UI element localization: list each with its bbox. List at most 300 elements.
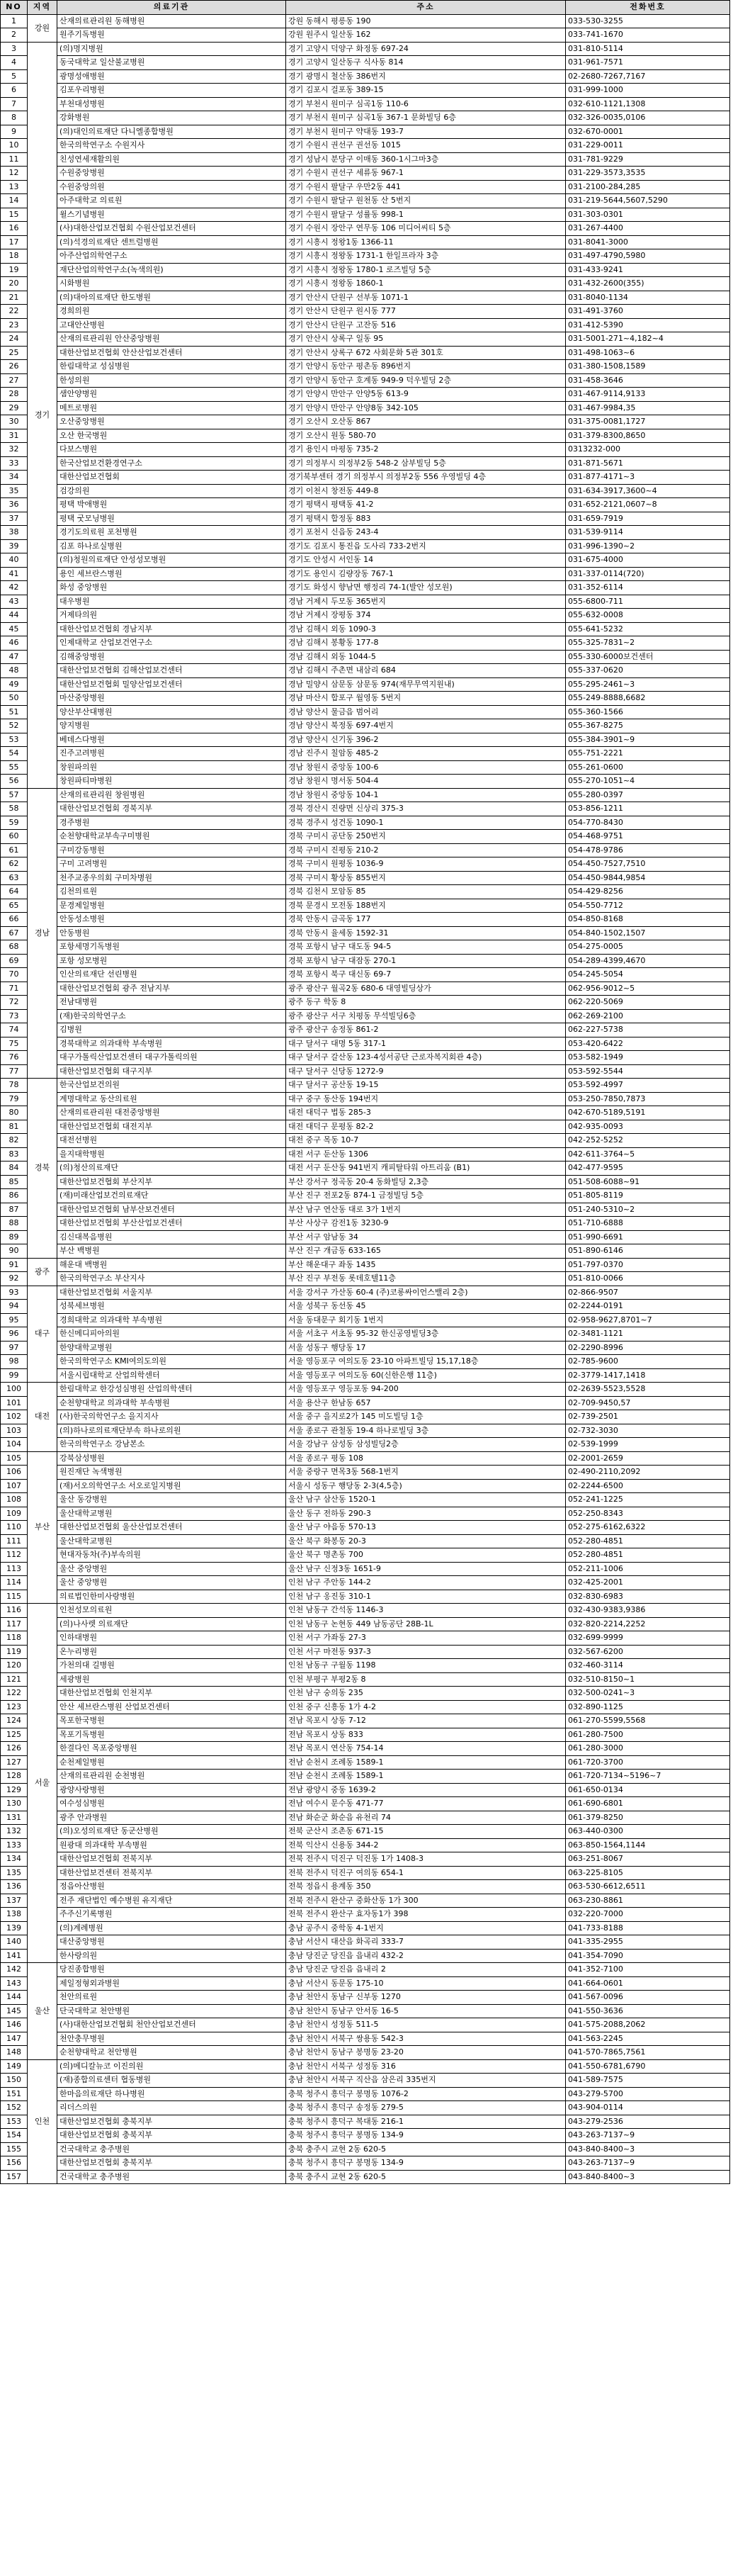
address-cell: 경남 양산시 신기동 396-2 xyxy=(286,733,566,747)
phone-cell: 031-675-4000 xyxy=(566,553,730,568)
phone-cell: 051-797-0370 xyxy=(566,1258,730,1272)
row-number: 123 xyxy=(1,1700,28,1714)
row-number: 68 xyxy=(1,940,28,955)
row-number: 7 xyxy=(1,97,28,111)
institution-cell: (의)석경의료재단 센트럴병원 xyxy=(57,235,286,249)
address-cell: 경기 안양시 만안구 안양8동 342-105 xyxy=(286,401,566,415)
table-row xyxy=(1,443,730,457)
institution-cell: 김포 하나로실병원 xyxy=(57,539,286,553)
institution-cell: (재)서오의학연구소 서오로일지병원 xyxy=(57,1479,286,1493)
row-number: 15 xyxy=(1,208,28,222)
institution-cell: 대한산업보건협회 xyxy=(57,471,286,485)
institution-cell: 재단산업의학연구소(녹색의원) xyxy=(57,263,286,277)
row-number: 115 xyxy=(1,1590,28,1604)
row-number: 44 xyxy=(1,609,28,623)
region-cell: 강원 xyxy=(28,14,57,42)
address-cell: 울산 북구 화봉동 20-3 xyxy=(286,1534,566,1548)
table-row xyxy=(1,1451,730,1466)
phone-cell: 055-261-0600 xyxy=(566,760,730,775)
institution-cell: 울산 중앙병원 xyxy=(57,1562,286,1576)
phone-cell: 055-330-6000보건센터 xyxy=(566,650,730,664)
institution-cell: 다보스병원 xyxy=(57,443,286,457)
phone-cell: 02-2244-0191 xyxy=(566,1300,730,1314)
row-number: 106 xyxy=(1,1466,28,1480)
row-number: 71 xyxy=(1,982,28,996)
region-cell: 경북 xyxy=(28,1079,57,1259)
table-row xyxy=(1,1631,730,1646)
table-row xyxy=(1,194,730,208)
row-number: 134 xyxy=(1,1852,28,1867)
institution-cell: 한사랑의원 xyxy=(57,1949,286,1963)
institution-cell: 의료법인한미사랑병원 xyxy=(57,1590,286,1604)
phone-cell: 062-227-5738 xyxy=(566,1023,730,1037)
table-row xyxy=(1,664,730,678)
phone-cell: 043-263-7137~9 xyxy=(566,2156,730,2171)
institution-cell: 대한산업보건협회 대구지부 xyxy=(57,1064,286,1079)
address-cell: 충남 당진군 당진읍 읍내리 2 xyxy=(286,1963,566,1977)
institution-cell: 거제타의원 xyxy=(57,609,286,623)
institution-cell: 시화병원 xyxy=(57,277,286,291)
table-row xyxy=(1,1991,730,2005)
row-number: 112 xyxy=(1,1548,28,1563)
table-row xyxy=(1,1479,730,1493)
address-cell: 인천 남구 주안동 144-2 xyxy=(286,1576,566,1590)
phone-cell: 032-830-6983 xyxy=(566,1590,730,1604)
phone-cell: 031-380-1508,1589 xyxy=(566,360,730,374)
phone-cell: 054-275-0005 xyxy=(566,940,730,955)
institution-cell: 천주교종우의회 구미차병원 xyxy=(57,871,286,885)
table-row xyxy=(1,609,730,623)
header-institution: 의료기관 xyxy=(57,1,286,15)
address-cell: 전남 목포시 상동 833 xyxy=(286,1728,566,1742)
table-row xyxy=(1,111,730,125)
institution-cell: 평택 굿모닝병원 xyxy=(57,512,286,526)
phone-cell: 031-432-2600(355) xyxy=(566,277,730,291)
phone-cell: 031-303-0301 xyxy=(566,208,730,222)
address-cell: 인천 중구 신흥동 1가 4-2 xyxy=(286,1700,566,1714)
address-cell: 경기 이천시 창전동 449-8 xyxy=(286,484,566,498)
phone-cell: 041-589-7575 xyxy=(566,2074,730,2088)
phone-cell: 041-563-2245 xyxy=(566,2032,730,2046)
phone-cell: 031-999-1000 xyxy=(566,84,730,98)
phone-cell: 043-263-7137~9 xyxy=(566,2129,730,2143)
table-row xyxy=(1,1383,730,1397)
phone-cell: 042-477-9595 xyxy=(566,1162,730,1176)
institution-cell: 가천의대 길병원 xyxy=(57,1659,286,1673)
row-number: 127 xyxy=(1,1755,28,1770)
address-cell: 충남 공주시 중학동 4-1번지 xyxy=(286,1921,566,1935)
address-cell: 광주 광산구 송정동 861-2 xyxy=(286,1023,566,1037)
row-number: 45 xyxy=(1,622,28,636)
phone-cell: 051-240-5310~2 xyxy=(566,1203,730,1217)
row-number: 46 xyxy=(1,636,28,651)
row-number: 49 xyxy=(1,677,28,692)
institution-cell: 대한산업보건협회 안산산업보건센터 xyxy=(57,346,286,360)
phone-cell: 055-751-2221 xyxy=(566,747,730,761)
address-cell: 경북 경주시 성건동 1090-1 xyxy=(286,816,566,830)
institution-cell: 광명성애병원 xyxy=(57,69,286,84)
phone-cell: 054-245-5054 xyxy=(566,968,730,982)
row-number: 77 xyxy=(1,1064,28,1079)
institution-cell: 제일정형외과병원 xyxy=(57,1976,286,1991)
institution-cell: 창원파의원 xyxy=(57,760,286,775)
institution-cell: 김병원 xyxy=(57,1023,286,1037)
table-row xyxy=(1,760,730,775)
phone-cell: 055-632-0008 xyxy=(566,609,730,623)
address-cell: 경남 창원시 중앙동 104-1 xyxy=(286,788,566,802)
row-number: 119 xyxy=(1,1645,28,1659)
row-number: 3 xyxy=(1,42,28,56)
phone-cell: 063-440-0300 xyxy=(566,1825,730,1839)
table-row xyxy=(1,1272,730,1286)
phone-cell: 031-497-4790,5980 xyxy=(566,249,730,264)
phone-cell: 033-530-3255 xyxy=(566,14,730,28)
institution-cell: 천안충무병원 xyxy=(57,2032,286,2046)
table-row xyxy=(1,1493,730,1507)
table-row xyxy=(1,1700,730,1714)
row-number: 136 xyxy=(1,1880,28,1894)
address-cell: 경북 김천시 모암동 85 xyxy=(286,885,566,899)
address-cell: 경기 성남시 분당구 이매동 360-1시그마3층 xyxy=(286,152,566,167)
address-cell: 서울 영등포구 영등포동 94-200 xyxy=(286,1383,566,1397)
address-cell: 경기 안양시 동안구 호계동 949-9 덕우빌딩 2층 xyxy=(286,373,566,388)
row-number: 99 xyxy=(1,1368,28,1383)
address-cell: 대전 대덕구 문평동 82-2 xyxy=(286,1120,566,1134)
address-cell: 경기 오산시 오산동 867 xyxy=(286,415,566,429)
phone-cell: 055-337-0620 xyxy=(566,664,730,678)
institution-cell: 양산부산대병원 xyxy=(57,705,286,719)
institution-cell: 부천대성병원 xyxy=(57,97,286,111)
address-cell: 전북 전주시 덕진구 덕진동 1가 1408-3 xyxy=(286,1852,566,1867)
row-number: 154 xyxy=(1,2129,28,2143)
institution-cell: (의)나사렛 의료재단 xyxy=(57,1617,286,1631)
table-row xyxy=(1,2059,730,2074)
row-number: 113 xyxy=(1,1562,28,1576)
row-number: 117 xyxy=(1,1617,28,1631)
address-cell: 경기도 안성시 서인동 14 xyxy=(286,553,566,568)
institution-cell: 대한산업보건센터 전북지부 xyxy=(57,1866,286,1880)
phone-cell: 031-871-5671 xyxy=(566,456,730,471)
address-cell: 경기 부천시 원미구 약대동 193-7 xyxy=(286,125,566,139)
row-number: 116 xyxy=(1,1604,28,1618)
address-cell: 전북 전주시 완산구 중화산동 1가 300 xyxy=(286,1894,566,1908)
phone-cell: 02-785-9600 xyxy=(566,1355,730,1369)
institution-cell: 한마음의료재단 하나병원 xyxy=(57,2087,286,2101)
address-cell: 충남 천안시 서북구 직산읍 삼은리 335번지 xyxy=(286,2074,566,2088)
institution-cell: (재)한국의학연구소 xyxy=(57,1009,286,1023)
phone-cell: 052-280-4851 xyxy=(566,1534,730,1548)
table-row xyxy=(1,802,730,816)
table-row xyxy=(1,84,730,98)
address-cell: 서울 중랑구 면목3동 568-1번지 xyxy=(286,1466,566,1480)
address-cell: 서울 용산구 한남동 657 xyxy=(286,1396,566,1410)
table-row xyxy=(1,14,730,28)
phone-cell: 032-326-0035,0106 xyxy=(566,111,730,125)
phone-cell: 031-961-7571 xyxy=(566,56,730,70)
institution-cell: 김포우리병원 xyxy=(57,84,286,98)
row-number: 104 xyxy=(1,1438,28,1452)
phone-cell: 055-270-1051~4 xyxy=(566,775,730,789)
phone-cell: 061-280-7500 xyxy=(566,1728,730,1742)
institution-cell: 대한산업보건협회 부산산업보건센터 xyxy=(57,1217,286,1231)
address-cell: 경북 포항시 남구 대잠동 270-1 xyxy=(286,954,566,968)
address-cell: 경남 진주시 칠암동 485-2 xyxy=(286,747,566,761)
institution-cell: 목포한국병원 xyxy=(57,1714,286,1728)
phone-cell: 041-567-0096 xyxy=(566,1991,730,2005)
table-row xyxy=(1,747,730,761)
address-cell: 경기 수원시 팔달구 우만2동 441 xyxy=(286,180,566,194)
phone-cell: 042-611-3764~5 xyxy=(566,1147,730,1162)
institution-cell: 김신대복음병원 xyxy=(57,1230,286,1244)
institution-cell: 구미강동병원 xyxy=(57,843,286,857)
institution-cell: 안동병원 xyxy=(57,926,286,940)
header-row xyxy=(1,1,730,15)
table-row xyxy=(1,1079,730,1093)
row-number: 101 xyxy=(1,1396,28,1410)
table-row xyxy=(1,622,730,636)
phone-cell: 031-375-0081,1727 xyxy=(566,415,730,429)
address-cell: 경남 양산시 물금읍 범어리 xyxy=(286,705,566,719)
address-cell: 부산 진구 전포2동 874-1 금정빌딩 5층 xyxy=(286,1189,566,1203)
address-cell: 인천 부평구 부평2동 8 xyxy=(286,1672,566,1687)
row-number: 11 xyxy=(1,152,28,167)
institution-cell: 순천향대학교부속구미병원 xyxy=(57,830,286,844)
institution-cell: 울산대학교병원 xyxy=(57,1507,286,1521)
institution-cell: 을지대학병원 xyxy=(57,1147,286,1162)
table-row xyxy=(1,415,730,429)
row-number: 65 xyxy=(1,899,28,913)
address-cell: 경북 안동시 금곡동 177 xyxy=(286,913,566,927)
row-number: 122 xyxy=(1,1687,28,1701)
table-row xyxy=(1,830,730,844)
table-row xyxy=(1,1866,730,1880)
institution-cell: 리더스의원 xyxy=(57,2101,286,2115)
row-number: 79 xyxy=(1,1092,28,1106)
table-row xyxy=(1,1037,730,1051)
table-row xyxy=(1,1327,730,1342)
institution-cell: 오산중앙병원 xyxy=(57,415,286,429)
address-cell: 경남 창원시 명서동 504-4 xyxy=(286,775,566,789)
phone-cell: 031-659-7919 xyxy=(566,512,730,526)
phone-cell: 031-229-0011 xyxy=(566,139,730,153)
institution-cell: 인천성모의료원 xyxy=(57,1604,286,1618)
phone-cell: 052-241-1225 xyxy=(566,1493,730,1507)
row-number: 59 xyxy=(1,816,28,830)
institution-cell: 인하대병원 xyxy=(57,1631,286,1646)
address-cell: 경남 거제시 장평동 374 xyxy=(286,609,566,623)
institution-cell: 화성 중앙병원 xyxy=(57,581,286,595)
institution-cell: 원진재단 녹색병원 xyxy=(57,1466,286,1480)
table-row xyxy=(1,1908,730,1922)
region-cell: 대전 xyxy=(28,1383,57,1452)
table-row xyxy=(1,2004,730,2018)
institution-cell: 경기도의료원 포천병원 xyxy=(57,526,286,540)
row-number: 88 xyxy=(1,1217,28,1231)
address-cell: 경남 김해시 외동 1090-3 xyxy=(286,622,566,636)
address-cell: 전남 목포시 상동 7-12 xyxy=(286,1714,566,1728)
institution-cell: 정읍아산병원 xyxy=(57,1880,286,1894)
phone-cell: 02-490-2110,2092 xyxy=(566,1466,730,1480)
row-number: 132 xyxy=(1,1825,28,1839)
institution-cell: 한국산업보건환경연구소 xyxy=(57,456,286,471)
address-cell: 인천 남구 숭의동 235 xyxy=(286,1687,566,1701)
row-number: 97 xyxy=(1,1341,28,1355)
phone-cell: 02-3481-1121 xyxy=(566,1327,730,1342)
address-cell: 대전 중구 목동 10-7 xyxy=(286,1134,566,1148)
address-cell: 경남 창원시 중앙동 100-6 xyxy=(286,760,566,775)
institution-cell: 건국대학교 충주병원 xyxy=(57,2170,286,2184)
row-number: 4 xyxy=(1,56,28,70)
institution-cell: 광주 안과병원 xyxy=(57,1811,286,1825)
phone-cell: 032-670-0001 xyxy=(566,125,730,139)
table-body xyxy=(1,14,730,2184)
table-row xyxy=(1,1203,730,1217)
address-cell: 서울 성북구 동선동 45 xyxy=(286,1300,566,1314)
phone-cell: 032-567-6200 xyxy=(566,1645,730,1659)
row-number: 16 xyxy=(1,222,28,236)
phone-cell: 032-510-8150~1 xyxy=(566,1672,730,1687)
region-cell: 광주 xyxy=(28,1258,57,1286)
row-number: 85 xyxy=(1,1175,28,1189)
table-row xyxy=(1,1935,730,1950)
institution-cell: 대한산업보건협회 대전지부 xyxy=(57,1120,286,1134)
phone-cell: 051-508-6088~91 xyxy=(566,1175,730,1189)
phone-cell: 055-360-1566 xyxy=(566,705,730,719)
institution-cell: 강화병원 xyxy=(57,111,286,125)
row-number: 133 xyxy=(1,1838,28,1852)
phone-cell: 031-539-9114 xyxy=(566,526,730,540)
table-row xyxy=(1,1617,730,1631)
phone-cell: 054-289-4399,4670 xyxy=(566,954,730,968)
row-number: 121 xyxy=(1,1672,28,1687)
row-number: 62 xyxy=(1,857,28,872)
institution-cell: 계명대학교 동산의료원 xyxy=(57,1092,286,1106)
row-number: 9 xyxy=(1,125,28,139)
table-row xyxy=(1,1645,730,1659)
institution-cell: 안산 세브란스병원 산업보건센터 xyxy=(57,1700,286,1714)
table-row xyxy=(1,1921,730,1935)
row-number: 58 xyxy=(1,802,28,816)
institution-cell: 성북세브병원 xyxy=(57,1300,286,1314)
institution-cell: (재)종합의료센터 협동병원 xyxy=(57,2074,286,2088)
address-cell: 대구 달서구 갈산동 123-4성서공단 근로자복지회관 4층) xyxy=(286,1051,566,1065)
table-row xyxy=(1,816,730,830)
row-number: 56 xyxy=(1,775,28,789)
row-number: 149 xyxy=(1,2059,28,2074)
address-cell: 경기 안산시 단원구 고잔동 516 xyxy=(286,318,566,332)
phone-cell: 054-468-9751 xyxy=(566,830,730,844)
row-number: 95 xyxy=(1,1313,28,1327)
phone-cell: 032-699-9999 xyxy=(566,1631,730,1646)
address-cell: 경북 경산시 진량면 신상리 375-3 xyxy=(286,802,566,816)
institution-cell: 서울시립대학교 산업의학센터 xyxy=(57,1368,286,1383)
table-row xyxy=(1,1009,730,1023)
row-number: 148 xyxy=(1,2046,28,2060)
address-cell: 경기 시흥시 정왕1동 1366-11 xyxy=(286,235,566,249)
table-row xyxy=(1,1838,730,1852)
institution-cell: 산재의료관리원 창원병원 xyxy=(57,788,286,802)
row-number: 89 xyxy=(1,1230,28,1244)
institution-cell: 대산중앙병원 xyxy=(57,1935,286,1950)
row-number: 146 xyxy=(1,2018,28,2032)
table-row xyxy=(1,498,730,512)
table-row xyxy=(1,1963,730,1977)
phone-cell: 031-352-6114 xyxy=(566,581,730,595)
institution-cell: 대한산업보건협회 충북지부 xyxy=(57,2115,286,2129)
row-number: 153 xyxy=(1,2115,28,2129)
institution-cell: 양지병원 xyxy=(57,719,286,733)
region-cell: 서울 xyxy=(28,1604,57,1963)
address-cell: 경기 안산시 상록구 일동 95 xyxy=(286,332,566,347)
phone-cell: 032-610-1121,1308 xyxy=(566,97,730,111)
phone-cell: 062-220-5069 xyxy=(566,996,730,1010)
institution-cell: 단국대학교 천안병원 xyxy=(57,2004,286,2018)
phone-cell: 02-2680-7267,7167 xyxy=(566,69,730,84)
address-cell: 경기 안양시 만안구 안양5동 613-9 xyxy=(286,388,566,402)
header-region: 지역 xyxy=(28,1,57,15)
institution-cell: 대한산업보건협회 충북지부 xyxy=(57,2129,286,2143)
address-cell: 전남 목포시 연산동 754-14 xyxy=(286,1742,566,1756)
row-number: 110 xyxy=(1,1521,28,1535)
address-cell: 대전 서구 둔산동 1306 xyxy=(286,1147,566,1162)
table-row xyxy=(1,456,730,471)
address-cell: 인천 남동구 구월동 1198 xyxy=(286,1659,566,1673)
row-number: 17 xyxy=(1,235,28,249)
address-cell: 부산 사상구 감전1동 3230-9 xyxy=(286,1217,566,1231)
phone-cell: 032-890-1125 xyxy=(566,1700,730,1714)
row-number: 18 xyxy=(1,249,28,264)
row-number: 57 xyxy=(1,788,28,802)
table-row xyxy=(1,1576,730,1590)
row-number: 36 xyxy=(1,498,28,512)
table-row xyxy=(1,1534,730,1548)
phone-cell: 02-709-9450,57 xyxy=(566,1396,730,1410)
phone-cell: 032-430-9383,9386 xyxy=(566,1604,730,1618)
institution-cell: 인제대학교 산업보건연구소 xyxy=(57,636,286,651)
address-cell: 경기 안양시 동안구 평촌동 896번지 xyxy=(286,360,566,374)
phone-cell: 02-2001-2659 xyxy=(566,1451,730,1466)
phone-cell: 031-634-3917,3600~4 xyxy=(566,484,730,498)
phone-cell: 031-877-4171~3 xyxy=(566,471,730,485)
phone-cell: 031-810-5114 xyxy=(566,42,730,56)
row-number: 157 xyxy=(1,2170,28,2184)
address-cell: 경남 밀양시 삼문동 삼문동 974(재무무역지원내) xyxy=(286,677,566,692)
table-row xyxy=(1,484,730,498)
institution-cell: 포항 성모병원 xyxy=(57,954,286,968)
row-number: 23 xyxy=(1,318,28,332)
table-row xyxy=(1,222,730,236)
phone-cell: 063-850-1564,1144 xyxy=(566,1838,730,1852)
table-row xyxy=(1,1604,730,1618)
phone-cell: 054-450-7527,7510 xyxy=(566,857,730,872)
table-row xyxy=(1,28,730,43)
row-number: 147 xyxy=(1,2032,28,2046)
row-number: 130 xyxy=(1,1797,28,1811)
table-row xyxy=(1,388,730,402)
address-cell: 부산 서구 암남동 34 xyxy=(286,1230,566,1244)
address-cell: 전북 익산시 신용동 344-2 xyxy=(286,1838,566,1852)
phone-cell: 055-295-2461~3 xyxy=(566,677,730,692)
phone-cell: 041-733-8188 xyxy=(566,1921,730,1935)
table-row xyxy=(1,1189,730,1203)
table-row xyxy=(1,1064,730,1079)
address-cell: 경기 수원시 팔달구 원천동 산 5번지 xyxy=(286,194,566,208)
row-number: 52 xyxy=(1,719,28,733)
institution-cell: 오산 한국병원 xyxy=(57,429,286,443)
address-cell: 강원 동해시 평릉동 190 xyxy=(286,14,566,28)
row-number: 96 xyxy=(1,1327,28,1342)
institution-cell: 평택 박애병원 xyxy=(57,498,286,512)
